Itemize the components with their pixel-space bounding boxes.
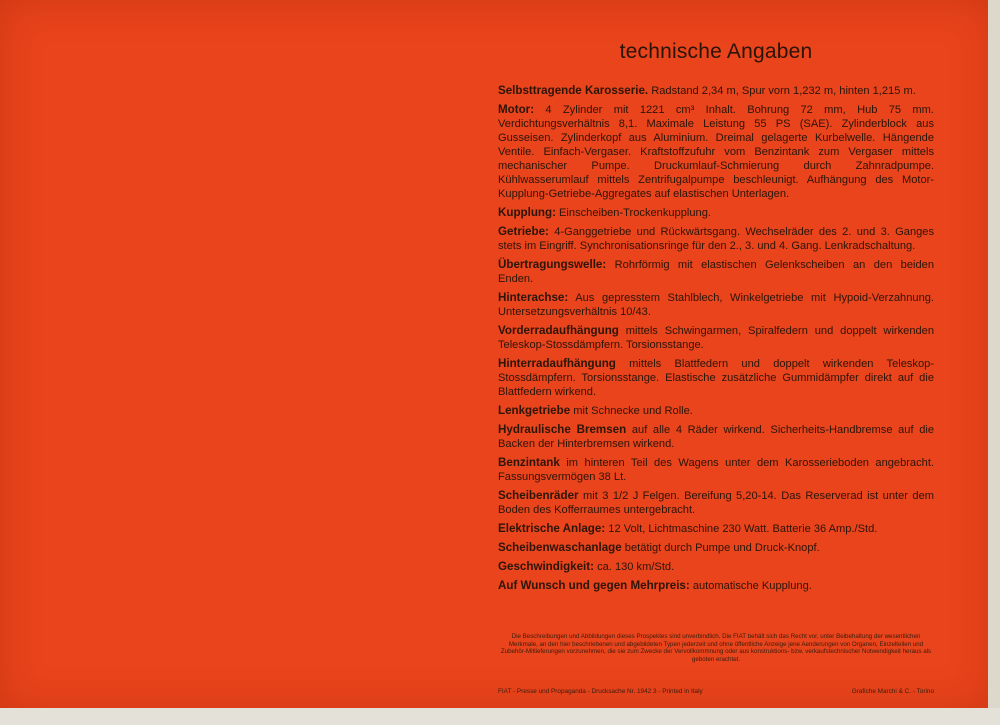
spec-text: 12 Volt, Lichtmaschine 230 Watt. Batterie 36 Amp./Std. (605, 523, 878, 535)
spec-item (498, 225, 934, 253)
spec-item (498, 324, 934, 352)
spec-item (498, 206, 934, 220)
spec-term: Benzintank (498, 456, 560, 469)
disclaimer-text: Die Beschreibungen und Abbildungen dieses Prospektes sind unverbindlich. Die FIAT behält sich das Recht vor, unter Beibehaltung der wesentlichen Merkmale, an den hier beschriebenen und abgebildeten Typen jederzeit und ohne öffentliche Anzeige jene Aenderungen von Organen, Einzelteilen und Zubehör-Mitlieferungen vorzunehmen, die sie zum Zwecke der Vervollkommnung oder aus konstruktions- bzw. verkaufstechnischer Notwendigkeit heraus als geboten erachtet. (500, 633, 932, 663)
spec-item (498, 357, 934, 399)
spec-term: Motor: (498, 103, 535, 116)
spec-text: Rohrförmig mit elastischen Gelenkscheiben an den beiden Enden. (498, 259, 934, 285)
spec-item (498, 489, 934, 517)
spec-text: betätigt durch Pumpe und Druck-Knopf. (621, 542, 820, 554)
spec-item (498, 404, 934, 418)
spec-text: Radstand 2,34 m, Spur vorn 1,232 m, hinten 1,215 m. (648, 85, 916, 97)
page-edge-bottom (0, 708, 1000, 725)
spec-term: Elektrische Anlage: (498, 522, 606, 535)
spec-item (498, 258, 934, 286)
spec-item (498, 579, 934, 593)
spec-term: Getriebe: (498, 225, 549, 238)
spec-text: ca. 130 km/Std. (594, 561, 675, 573)
spec-term: Übertragungswelle: (498, 258, 607, 271)
spec-term: Hydraulische Bremsen (498, 423, 627, 436)
page-edge-right (988, 0, 1000, 725)
spec-item (498, 291, 934, 319)
spec-text: mit Schnecke und Rolle. (570, 405, 693, 417)
spec-text: automatische Kupplung. (689, 580, 812, 592)
spec-text: Einscheiben-Trockenkupplung. (555, 207, 711, 219)
spec-list (498, 84, 934, 593)
spec-text: mittels Schwingarmen, Spiralfedern und doppelt wirkenden Teleskop-Stossdämpfern. Torsionsstange. (498, 325, 934, 351)
spec-term: Hinterachse: (498, 291, 569, 304)
spec-item (498, 522, 934, 536)
spec-item (498, 541, 934, 555)
spec-term: Selbsttragende Karosserie. (498, 84, 649, 97)
spec-term: Scheibenwaschanlage (498, 541, 622, 554)
spec-term: Geschwindigkeit: (498, 560, 594, 573)
spec-item (498, 84, 934, 98)
spec-term: Hinterradaufhängung (498, 357, 616, 370)
spec-term: Kupplung: (498, 206, 556, 219)
spec-term: Lenkgetriebe (498, 404, 571, 417)
spec-text: im hinteren Teil des Wagens unter dem Karosserieboden angebracht. Fassungsvermögen 38 Lt. (498, 457, 934, 483)
spec-item (498, 423, 934, 451)
spec-term: Scheibenräder (498, 489, 579, 502)
spec-text: auf alle 4 Räder wirkend. Sicherheits-Handbremse auf die Backen der Hinterbremsen wirkend. (498, 424, 935, 450)
spec-text: mit 3 1/2 J Felgen. Bereifung 5,20-14. Das Reserverad ist unter dem Boden des Kofferraumes untergebracht. (498, 490, 934, 516)
spec-term: Auf Wunsch und gegen Mehrpreis: (498, 579, 690, 592)
footer-print-info: FIAT - Presse und Propaganda - Drucksache Nr. 1942 3 - Printed in Italy (498, 688, 703, 695)
spec-column (498, 40, 934, 598)
page-title: technische Angaben (619, 40, 813, 63)
spec-item (498, 103, 934, 201)
footer-printer: Grafiche Marchi & C. - Torino (851, 688, 934, 695)
spec-text: 4 Zylinder mit 1221 cm³ Inhalt. Bohrung 72 mm, Hub 75 mm. Verdichtungsverhältnis 8,1. Maximale Leistung 55 PS (SAE). Zylinderblock aus Gusseisen. Zylinderkopf aus Aluminium. Dreimal gelagerte Kurbelwelle. Hängende Ventile. Einfach-Vergaser. Kraftstoffzufuhr vom Benzintank zum Vergaser mittels mechanischer Pumpe. Druckumlauf-Schmierung durch Zahnradpumpe. Kühlwasserumlauf mittels Zentrifugalpumpe beschleunigt. Aufhängung des Motor-Kupplung-Getriebe-Aggregates auf elastischen Unterlagen. (498, 104, 934, 200)
spec-text: mittels Blattfedern und doppelt wirkenden Teleskop-Stossdämpfern. Torsionsstange. Elastische zusätzliche Gummidämpfer direkt auf die Blattfedern wirkend. (498, 358, 934, 398)
spec-text: 4-Ganggetriebe und Rückwärtsgang. Wechselräder des 2. und 3. Ganges stets im Eingriff. Synchronisationsringe für den 2., 3. und 4. Gang. Lenkradschaltung. (498, 226, 934, 252)
spec-item (498, 560, 934, 574)
spec-text: Aus gepresstem Stahlblech, Winkelgetriebe mit Hypoid-Verzahnung. Untersetzungsverhältnis 10/43. (498, 292, 934, 318)
spec-item (498, 456, 934, 484)
spec-term: Vorderradaufhängung (498, 324, 619, 337)
